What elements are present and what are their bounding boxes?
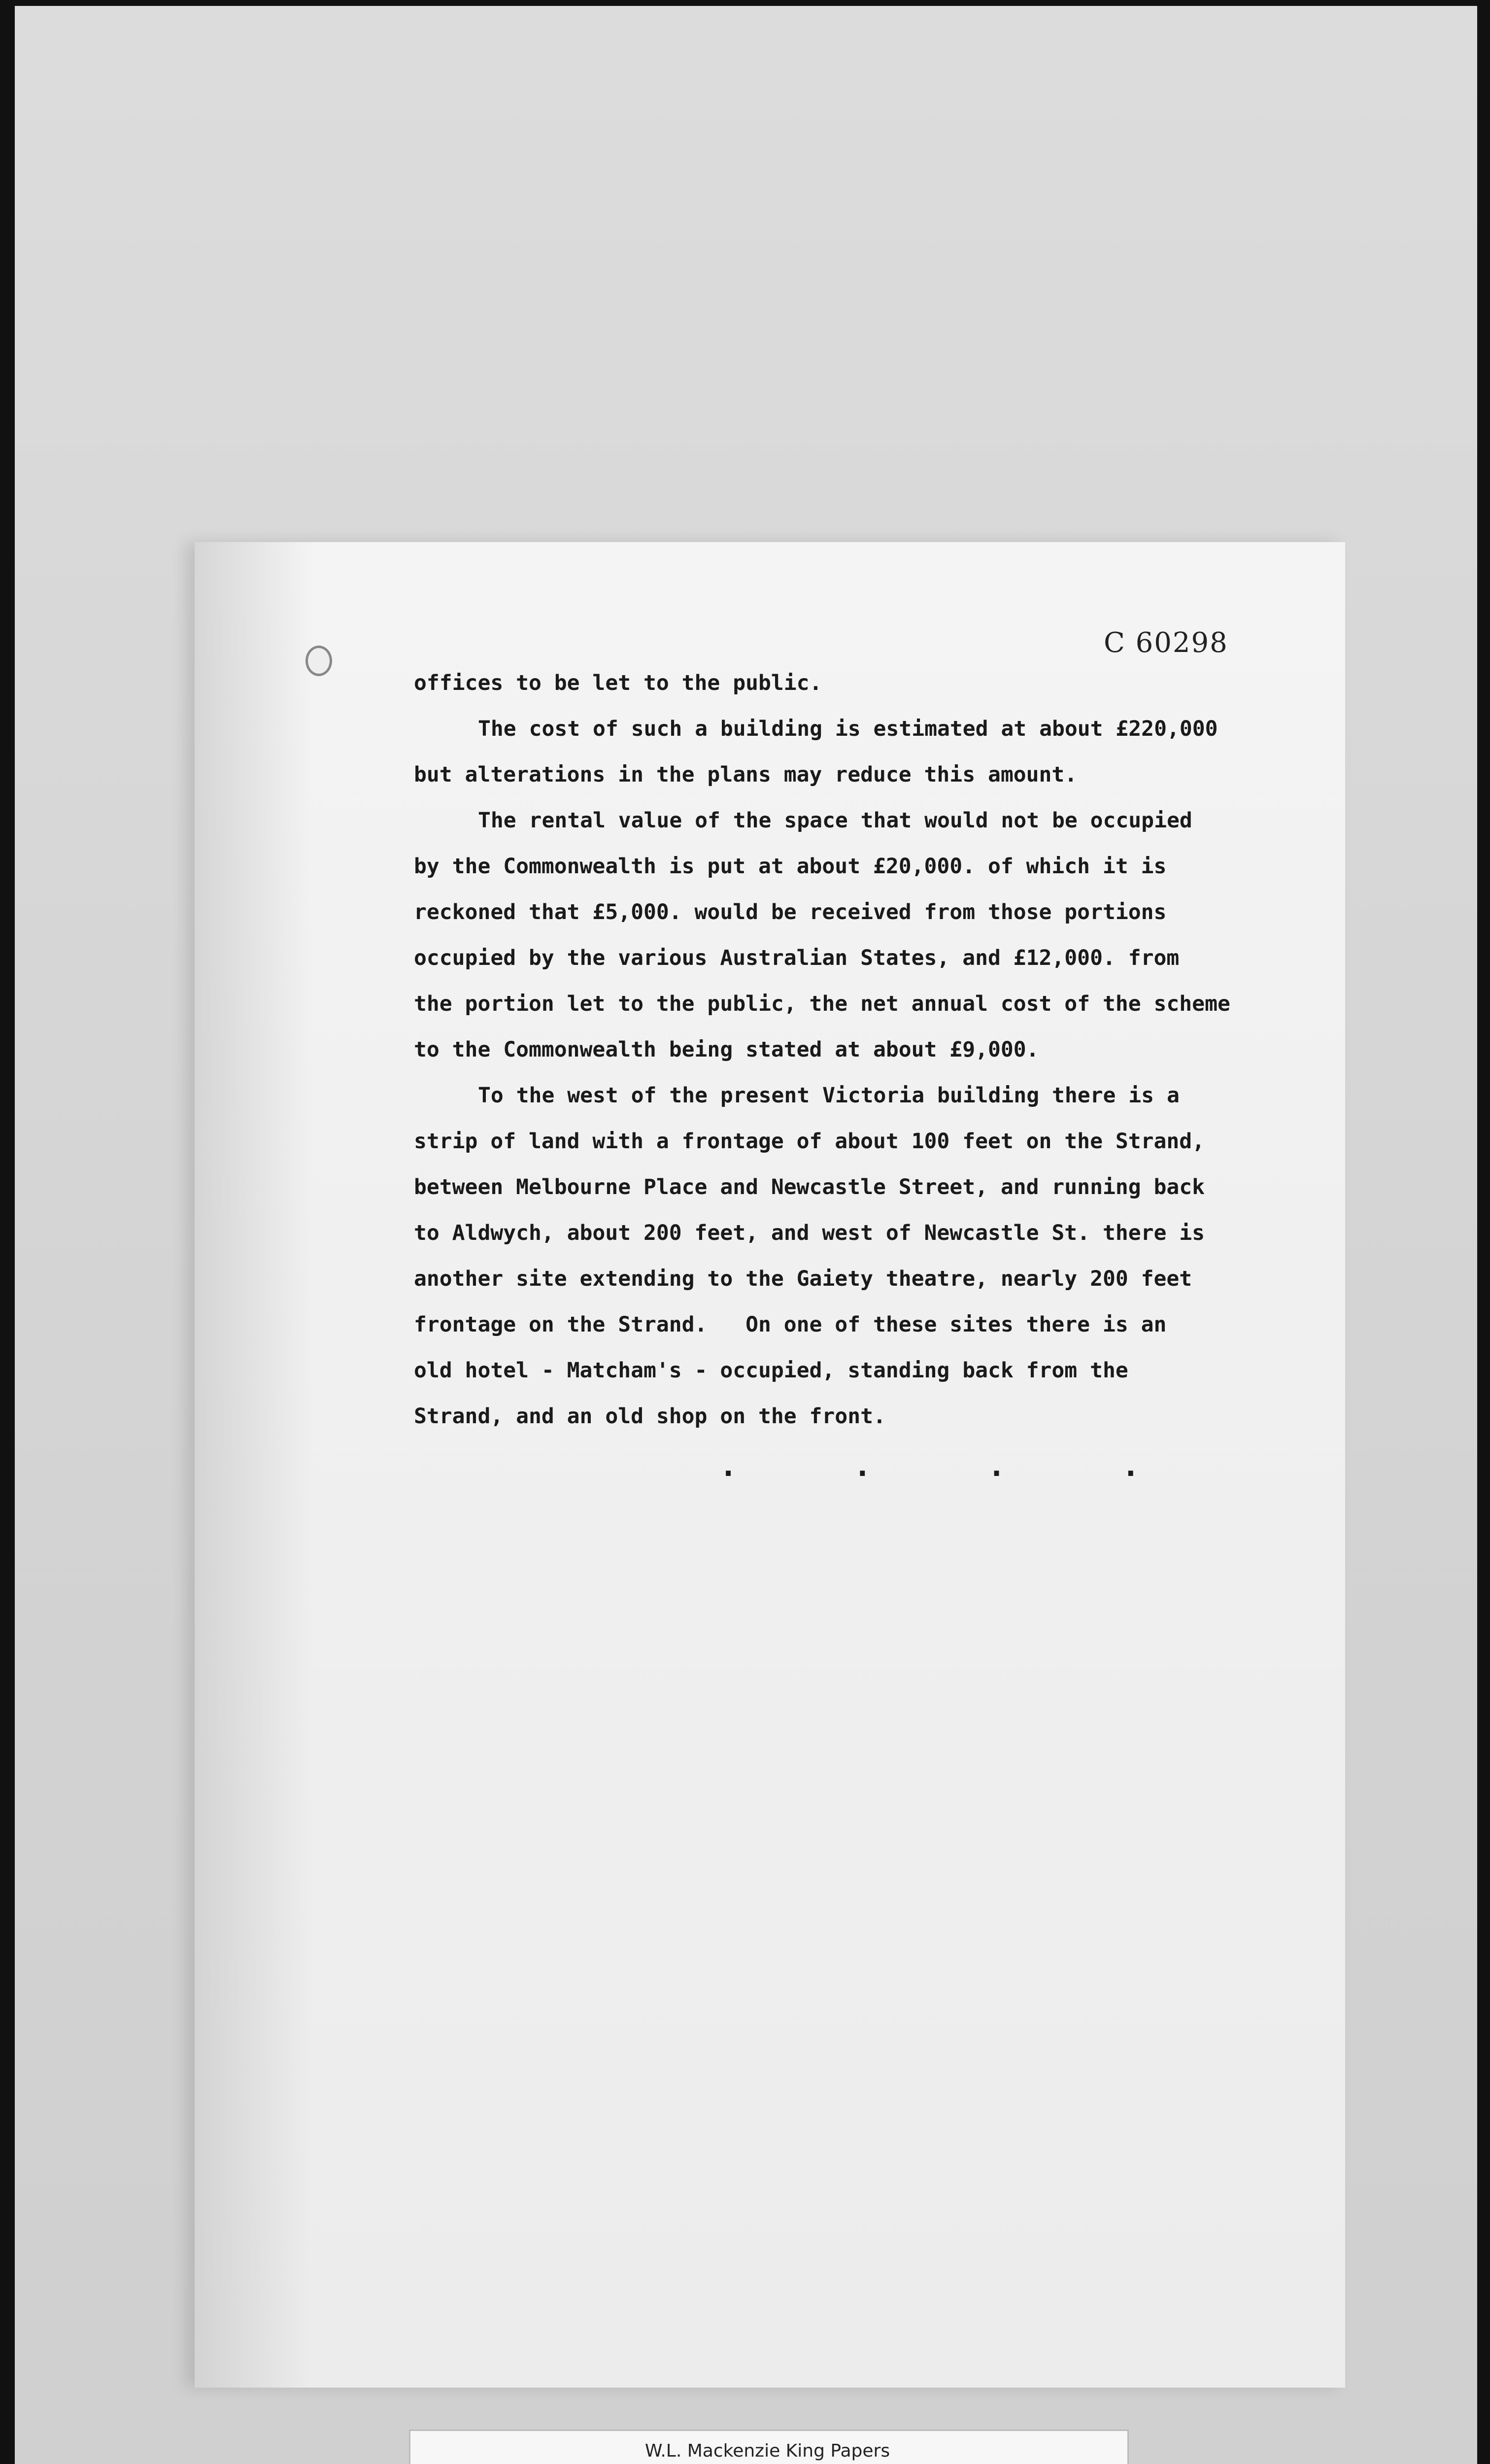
text-line: Strand, and an old shop on the front. [414, 1404, 886, 1429]
text-line: but alterations in the plans may reduce this amount. [414, 762, 1078, 787]
section-separator: . . . . [719, 1449, 1189, 1483]
archive-label [409, 2439, 1126, 2464]
reference-number: C 60298 [1104, 627, 1228, 659]
text-line: old hotel - Matcham's - occupied, standing back from the [414, 1358, 1128, 1383]
text-line: the portion let to the public, the net annual cost of the scheme [414, 992, 1230, 1016]
text-line: The rental value of the space that would not be occupied [478, 808, 1192, 833]
text-line: to Aldwych, about 200 feet, and west of Newcastle St. there is [414, 1221, 1205, 1245]
text-line: frontage on the Strand. On one of these sites there is an [414, 1312, 1167, 1337]
text-line: The cost of such a building is estimated at about £220,000 [478, 717, 1218, 741]
memo-body [414, 660, 1340, 1439]
text-line: To the west of the present Victoria building there is a [478, 1083, 1180, 1108]
film-edge-left [0, 0, 15, 2464]
punch-hole-icon [305, 646, 332, 676]
text-line: another site extending to the Gaiety theatre, nearly 200 feet [414, 1266, 1192, 1291]
text-line: by the Commonwealth is put at about £20,000. of which it is [414, 854, 1167, 879]
text-line: occupied by the various Australian States, and £12,000. from [414, 946, 1180, 970]
film-edge-top [0, 0, 1490, 6]
text-line: reckoned that £5,000. would be received from those portions [414, 900, 1167, 924]
text-line: offices to be let to the public. [414, 671, 822, 695]
film-edge-right [1477, 0, 1490, 2464]
sheet-fold-shadow [195, 542, 313, 2388]
text-line: between Melbourne Place and Newcastle Street, and running back [414, 1175, 1205, 1199]
archive-label-line1: W.L. Mackenzie King Papers [644, 2441, 890, 2461]
text-line: strip of land with a frontage of about 100 feet on the Strand, [414, 1129, 1205, 1154]
text-line: to the Commonwealth being stated at about £9,000. [414, 1037, 1039, 1062]
